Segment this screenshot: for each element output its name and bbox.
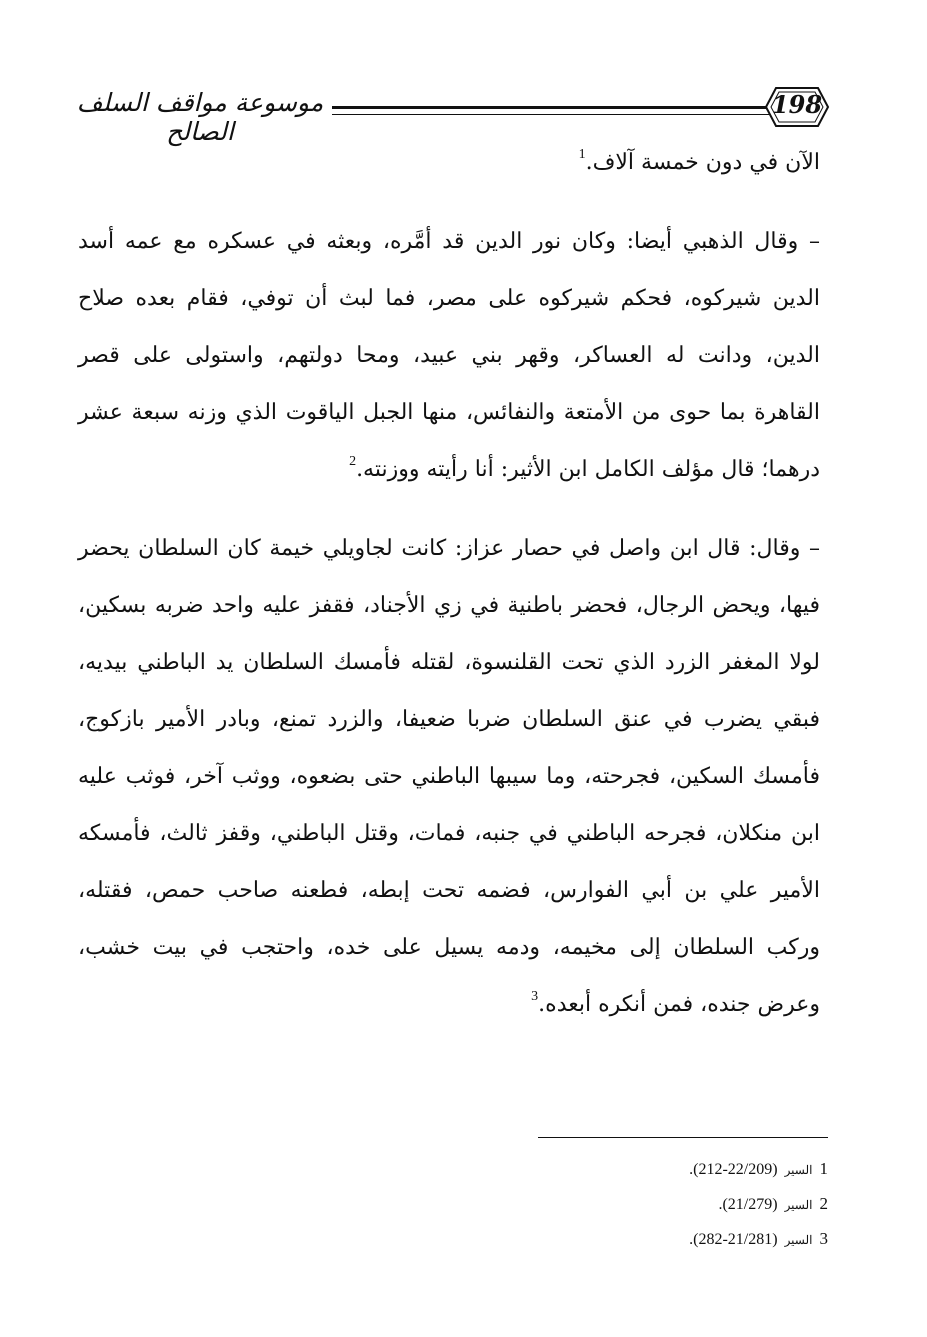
header-rule — [332, 106, 772, 109]
paragraph-text: الآن في دون خمسة آلاف. — [585, 150, 820, 175]
footnote-number: 1 — [819, 1159, 828, 1178]
footnote-number: 2 — [819, 1194, 828, 1213]
footnote-separator — [538, 1137, 828, 1138]
footnotes — [560, 1152, 828, 1257]
footnote-reference: (21/279). — [718, 1196, 778, 1213]
footnote-number: 3 — [819, 1229, 828, 1248]
footnote-source: السير — [784, 1198, 813, 1212]
paragraph-text: – وقال الذهبي أيضا: وكان نور الدين قد أمَّره، وبعثه في عسكره مع عمه أسد الدين شيركوه، فحكم شيركوه على مصر، فما لبث أن توفي، فقام بعده صلاح الدين، ودانت له العساكر، وقهر بني عبيد، ومحا دولتهم، واستولى على قصر القاهرة بما حوى من الأمتعة والنفائس، منها الجبل الياقوت الذي وزنه سبعة عشر درهما؛ قال مؤلف الكامل ابن الأثير: أنا رأيته ووزنته. — [78, 229, 820, 482]
footnote-source: السير — [784, 1233, 813, 1247]
paragraph-text: – وقال: قال ابن واصل في حصار عزاز: كانت لجاويلي خيمة كان السلطان يحضر فيها، ويحض الرجال، فحضر باطنية في زي الأجناد، فقفز عليه واحد ضربه بسكين، لولا المغفر الزرد الذي تحت القلنسوة، لقتله فأمسك السلطان يد الباطني بيديه، فبقي يضرب في عنق السلطان ضربا ضعيفا، والزرد تمنع، وبادر الأمير بازكوج، فأمسك السكين، فجرحته، وما سيبها الباطني حتى بضعوه، ووثب آخر، فوثب عليه ابن منكلان، فجرحه الباطني في جنبه، فمات، وقتل الباطني، وقفز ثالث، فأمسكه الأمير علي بن أبي الفوارس، فضمه تحت إبطه، فطعنه صاحب حمص، فقتله، وركب السلطان إلى مخيمه، ودمه يسيل على خده، واحتجب في بيت خشب، وعرض جنده، فمن أنكره أبعده. — [78, 536, 820, 1017]
footnote-ref[interactable]: 1 — [578, 147, 586, 162]
footnote-item — [560, 1187, 828, 1222]
paragraph-1 — [78, 134, 820, 191]
footnote-ref[interactable]: 2 — [349, 454, 357, 469]
book-title: موسوعة مواقف السلف الصالح — [76, 88, 324, 146]
paragraph-2 — [78, 213, 820, 498]
main-text — [78, 134, 820, 1033]
footnote-source: السير — [784, 1163, 813, 1177]
page-number: 198 — [771, 90, 823, 119]
footnote-ref[interactable]: 3 — [531, 989, 539, 1004]
paragraph-3 — [78, 520, 820, 1033]
header-rule-thin — [332, 114, 772, 115]
footnote-item — [560, 1152, 828, 1187]
footnote-reference: (22/209-212). — [689, 1161, 778, 1178]
footnote-item — [560, 1222, 828, 1257]
page-number-badge — [760, 82, 834, 132]
footnote-reference: (21/281-282). — [689, 1231, 778, 1248]
